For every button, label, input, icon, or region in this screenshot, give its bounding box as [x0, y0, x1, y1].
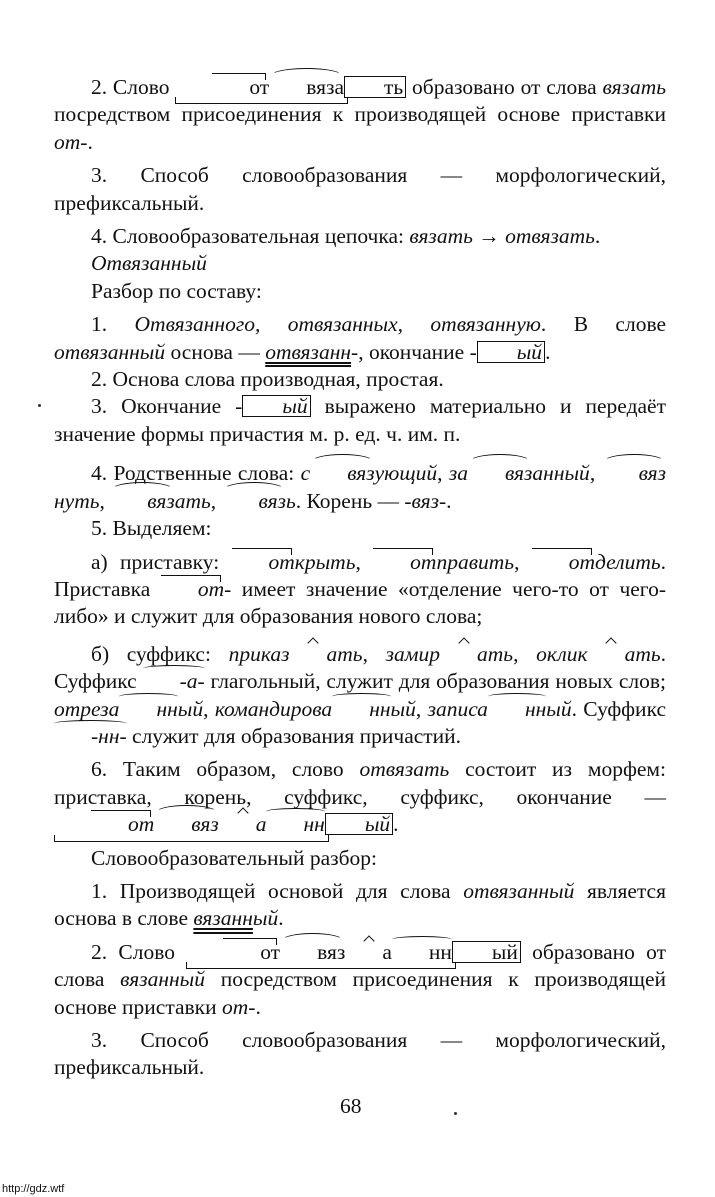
word-stem	[54, 811, 325, 838]
root-morpheme: вяз	[602, 463, 666, 485]
stem-text: отвязанн	[265, 339, 352, 364]
page-text	[54, 74, 666, 1082]
root-morpheme: вяз	[154, 814, 218, 836]
word-stem	[175, 74, 344, 101]
watermark-link[interactable]: http://gdz.wtf	[2, 1183, 65, 1195]
prefix-morpheme: от	[232, 552, 295, 574]
root-morpheme: вяз	[222, 491, 286, 513]
subheading-morphemic: Разбор по составу:	[91, 278, 262, 303]
stem-text: вязанн	[193, 906, 253, 931]
suffix-morpheme: а	[588, 644, 636, 666]
paragraph-3: 4. Словообразовательная цепочка: вязать → отвязать.	[91, 224, 601, 249]
suffix-morpheme: -нн-	[54, 726, 127, 748]
text: образовано от слова	[406, 75, 603, 99]
ending-box: ый	[452, 941, 521, 963]
suffix-morpheme: нн	[266, 814, 324, 836]
subheading-derivational: Словообразовательный разбор:	[91, 845, 378, 870]
suffix-morpheme: а	[219, 814, 267, 836]
root-morpheme: вяз	[310, 463, 374, 485]
paragraph-13: 2. Слово от вяз а нн ый образовано от слова вязанный посредством присоединения к производящей основе приставки от-.	[54, 939, 666, 1021]
suffix-morpheme: нн	[332, 699, 390, 721]
root-text: -вяз-	[404, 488, 447, 513]
page-number: 68	[340, 1094, 362, 1118]
text: 2. Слово	[91, 75, 176, 99]
suffix-morpheme: а	[290, 644, 338, 666]
root-morpheme: вяз	[110, 491, 174, 513]
prefix-morpheme: от	[223, 942, 280, 964]
paragraph-14: 3. Способ словообразования — морфологический, префиксальный.	[54, 1028, 666, 1080]
word-heading: Отвязанный	[91, 251, 207, 276]
ending-box: ый	[325, 813, 393, 835]
paragraph-4: 1. Отвязанного, отвязанных, отвязанную. В слове отвязанный основа — отвязанн-, окончание - ый .	[54, 312, 667, 364]
ending-box: ый	[242, 395, 310, 417]
root-morpheme: вяза	[269, 77, 344, 99]
text: посредством присоединения к производящей основе приставки	[54, 102, 666, 127]
word-forms: Отвязанного, отвязанных, отвязанную	[134, 312, 541, 337]
suffix-morpheme: а	[345, 942, 392, 964]
paragraph-9: а) приставку: открыть, отправить, отделить. Приставка от- имеет значение «отделение чего-то от чего-либо» и служит для образования нового слова;	[54, 549, 667, 629]
paragraph-6: 3. Окончание - ый выражено материально и передаёт значение формы причастия м. р. ед. ч. им. п.	[54, 394, 666, 446]
suffix-morpheme: а	[440, 644, 488, 666]
prefix-morpheme: от	[212, 77, 269, 99]
prefix-morpheme: от	[532, 552, 595, 574]
paragraph-7: 4. Родственные слова: с вязующий, за вязанный, вязнуть, вязать, вязь. Корень — -вяз-.	[54, 460, 666, 515]
prefix-morpheme: от	[91, 814, 154, 836]
suffix-morpheme: нн	[392, 942, 452, 964]
root-morpheme: вяз	[468, 463, 532, 485]
suffix-morpheme: нн	[119, 699, 177, 721]
paragraph-8: 5. Выделяем:	[91, 516, 212, 541]
paragraph-5: 2. Основа слова производная, простая.	[91, 367, 444, 392]
root-morpheme: вяз	[280, 942, 345, 964]
suffix-morpheme: -а-	[143, 671, 205, 693]
scan-speck	[454, 1112, 457, 1115]
prefix-morpheme: от	[373, 552, 436, 574]
paragraph-10: б) суффикс: приказ ать, замир ать, оклик ать. Суффикс -а- глагольный, служит для образования новых слов; отреза нный, командирова нный, записа нный. Суффикс -нн- служит для образования причастий.	[54, 641, 666, 751]
paragraph-12: 1. Производящей основой для слова отвязанный является основа в слове вязанный.	[54, 878, 666, 931]
source-word: вязать	[602, 75, 667, 99]
ending-morpheme: ть	[344, 76, 406, 98]
paragraph-1: 2. Слово от вяза ть образовано от слова вязать посредством присоединения к производящей основе приставки от-.	[54, 74, 666, 156]
paragraph-11: 6. Таким образом, слово отвязать состоит из морфем: приставка, корень, суффикс, суффикс, окончание — от вяз а нн ый .	[54, 756, 666, 838]
word-stem	[186, 939, 452, 966]
derivation-chain: вязать → отвязать	[409, 224, 595, 249]
prefix-text: от-	[54, 129, 88, 154]
prefix-morpheme: от	[161, 579, 224, 601]
ending-box: ый	[477, 341, 545, 363]
suffix-morpheme: нн	[488, 699, 546, 721]
scan-speck	[38, 404, 41, 407]
paragraph-2: 3. Способ словообразования — морфологический, префиксальный.	[54, 163, 666, 215]
